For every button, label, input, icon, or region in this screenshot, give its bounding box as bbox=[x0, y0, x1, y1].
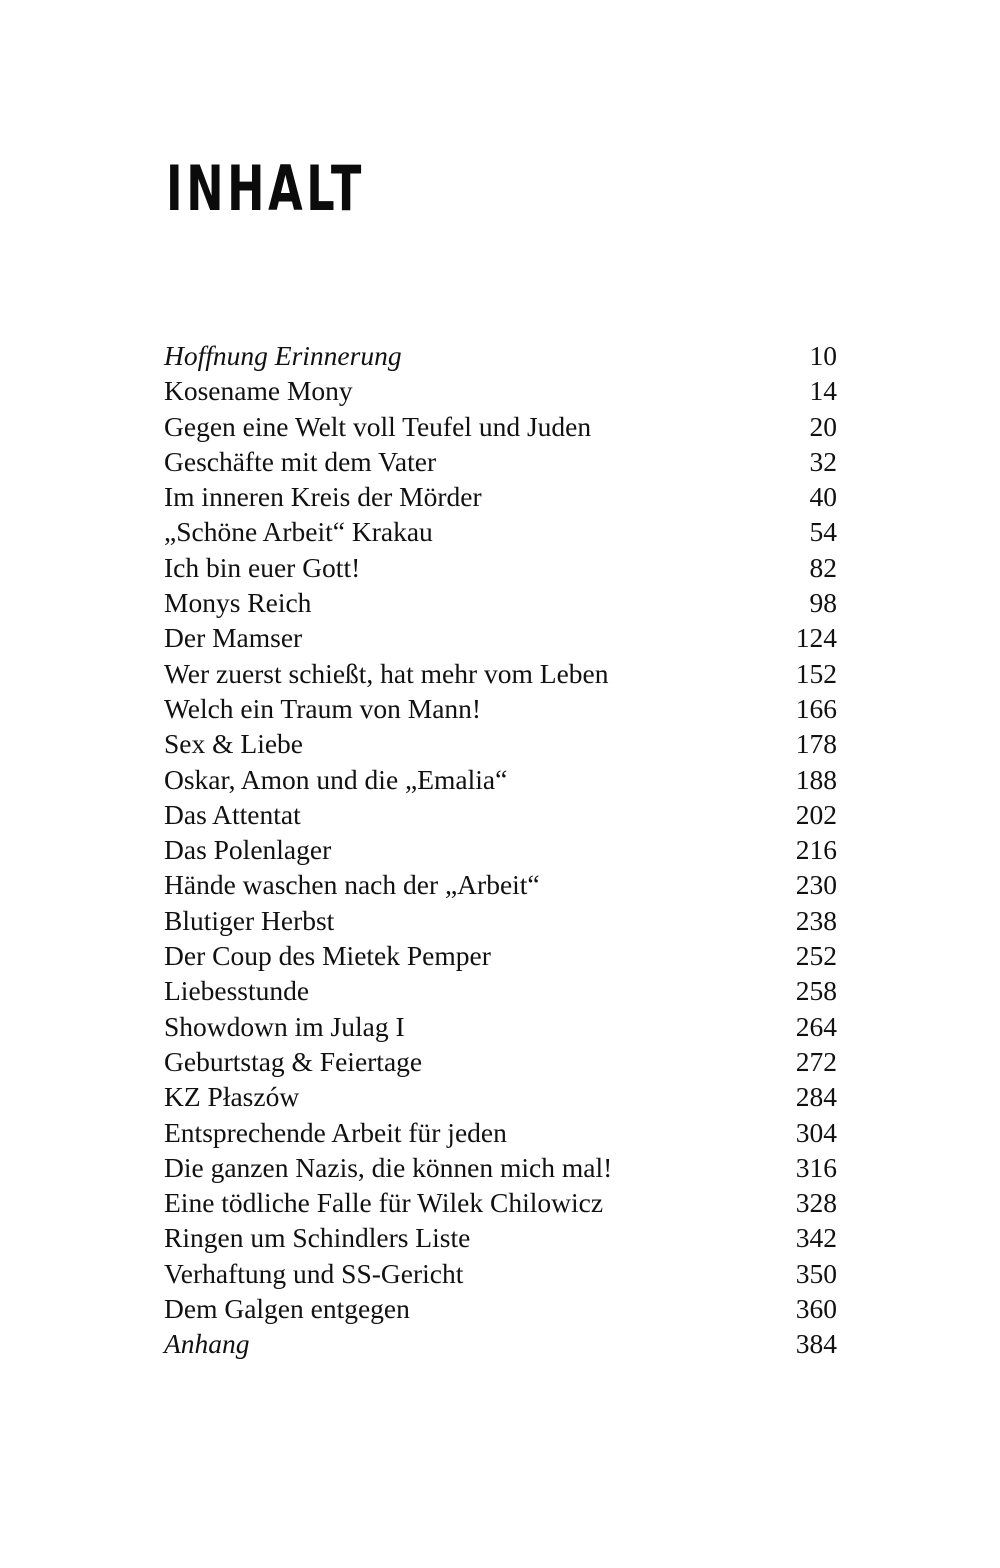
toc-entry bbox=[164, 1291, 837, 1326]
toc-entry-page-number: 98 bbox=[809, 587, 837, 619]
toc-entry-page-number: 350 bbox=[795, 1257, 837, 1289]
toc-entry-title: Das Attentat bbox=[164, 798, 301, 830]
toc-entry-page-number: 10 bbox=[809, 340, 837, 371]
toc-entry-title: Welch ein Traum von Mann! bbox=[164, 692, 482, 724]
toc-entry-title: Geburtstag & Feiertage bbox=[164, 1045, 423, 1077]
toc-entry bbox=[164, 338, 837, 373]
toc-entry bbox=[164, 973, 837, 1008]
toc-entry-title: KZ Płaszów bbox=[164, 1081, 300, 1113]
toc-entry-title: Wer zuerst schießt, hat mehr vom Leben bbox=[164, 657, 609, 689]
toc-entry-page-number: 202 bbox=[795, 798, 837, 830]
toc-entry-page-number: 20 bbox=[809, 410, 837, 442]
toc-entry-title: Der Coup des Mietek Pemper bbox=[164, 940, 491, 972]
toc-entry bbox=[164, 1185, 837, 1220]
toc-entry bbox=[164, 867, 837, 902]
toc-entry-page-number: 178 bbox=[795, 728, 837, 760]
toc-entry-page-number: 360 bbox=[795, 1293, 837, 1325]
toc-entry bbox=[164, 797, 837, 832]
toc-entry-title: Anhang bbox=[164, 1328, 250, 1360]
toc-entry bbox=[164, 691, 837, 726]
toc-entry-title: Oskar, Amon und die „Emalia“ bbox=[164, 763, 508, 795]
toc-entry bbox=[164, 550, 837, 585]
toc-entry-title: Sex & Liebe bbox=[164, 728, 303, 760]
toc-entry bbox=[164, 479, 837, 514]
toc-entry-page-number: 82 bbox=[809, 551, 837, 583]
toc-entry-page-number: 54 bbox=[809, 516, 837, 548]
toc-entry-title: Blutiger Herbst bbox=[164, 904, 335, 936]
toc-entry-title: Dem Galgen entgegen bbox=[164, 1293, 410, 1325]
toc-entry-page-number: 316 bbox=[795, 1151, 837, 1183]
toc-entry-title: Geschäfte mit dem Vater bbox=[164, 445, 437, 477]
toc-entry bbox=[164, 832, 837, 867]
toc-entry-title: Showdown im Julag I bbox=[164, 1010, 405, 1042]
toc-entry-title: Hoffnung Erinnerung bbox=[164, 340, 402, 371]
toc-entry bbox=[164, 1115, 837, 1150]
toc-entry-page-number: 264 bbox=[795, 1010, 837, 1042]
toc-entry-page-number: 272 bbox=[795, 1045, 837, 1077]
toc-entry-page-number: 328 bbox=[795, 1187, 837, 1219]
toc-entry-title: Der Mamser bbox=[164, 622, 303, 654]
toc-entry bbox=[164, 656, 837, 691]
toc-entry bbox=[164, 1220, 837, 1255]
toc-entry-page-number: 252 bbox=[795, 940, 837, 972]
toc-entry-title: Im inneren Kreis der Mörder bbox=[164, 481, 482, 513]
toc-entry bbox=[164, 1256, 837, 1291]
page-title: INHALT bbox=[166, 152, 365, 225]
toc-entry-title: Monys Reich bbox=[164, 587, 312, 619]
toc-entry-page-number: 238 bbox=[795, 904, 837, 936]
toc-entry bbox=[164, 444, 837, 479]
toc-entry-page-number: 166 bbox=[795, 692, 837, 724]
toc-entry-page-number: 14 bbox=[809, 375, 837, 407]
toc-entry bbox=[164, 938, 837, 973]
toc-entry-title: „Schöne Arbeit“ Krakau bbox=[164, 516, 433, 548]
toc-entry bbox=[164, 373, 837, 408]
toc-entry-page-number: 284 bbox=[795, 1081, 837, 1113]
toc-entry-title: Ich bin euer Gott! bbox=[164, 551, 361, 583]
toc-entry-page-number: 216 bbox=[795, 834, 837, 866]
toc-entry bbox=[164, 620, 837, 655]
toc-entry bbox=[164, 409, 837, 444]
toc-entry-page-number: 230 bbox=[795, 869, 837, 901]
toc-entry bbox=[164, 762, 837, 797]
toc-entry bbox=[164, 585, 837, 620]
toc-entry-page-number: 124 bbox=[795, 622, 837, 654]
toc-entry bbox=[164, 1009, 837, 1044]
toc-entry bbox=[164, 903, 837, 938]
toc-entry-page-number: 342 bbox=[795, 1222, 837, 1254]
toc-entry-page-number: 152 bbox=[795, 657, 837, 689]
toc-entry bbox=[164, 726, 837, 761]
toc-entry-title: Ringen um Schindlers Liste bbox=[164, 1222, 471, 1254]
toc-entry-title: Verhaftung und SS-Gericht bbox=[164, 1257, 464, 1289]
toc-entry-title: Liebesstunde bbox=[164, 975, 310, 1007]
table-of-contents bbox=[164, 338, 837, 1362]
toc-entry-page-number: 258 bbox=[795, 975, 837, 1007]
toc-entry bbox=[164, 1044, 837, 1079]
toc-entry bbox=[164, 514, 837, 549]
toc-entry-title: Das Polenlager bbox=[164, 834, 332, 866]
toc-entry bbox=[164, 1326, 837, 1361]
toc-entry-title: Entsprechende Arbeit für jeden bbox=[164, 1116, 507, 1148]
toc-entry-page-number: 40 bbox=[809, 481, 837, 513]
toc-entry-page-number: 32 bbox=[809, 445, 837, 477]
toc-entry-page-number: 384 bbox=[795, 1328, 837, 1360]
toc-entry-title: Hände waschen nach der „Arbeit“ bbox=[164, 869, 540, 901]
toc-entry-title: Gegen eine Welt voll Teufel und Juden bbox=[164, 410, 592, 442]
toc-entry-title: Kosename Mony bbox=[164, 375, 353, 407]
toc-entry bbox=[164, 1150, 837, 1185]
toc-entry-title: Eine tödliche Falle für Wilek Chilowicz bbox=[164, 1187, 604, 1219]
toc-entry bbox=[164, 1079, 837, 1114]
toc-entry-page-number: 304 bbox=[795, 1116, 837, 1148]
toc-entry-title: Die ganzen Nazis, die können mich mal! bbox=[164, 1151, 613, 1183]
toc-entry-page-number: 188 bbox=[795, 763, 837, 795]
